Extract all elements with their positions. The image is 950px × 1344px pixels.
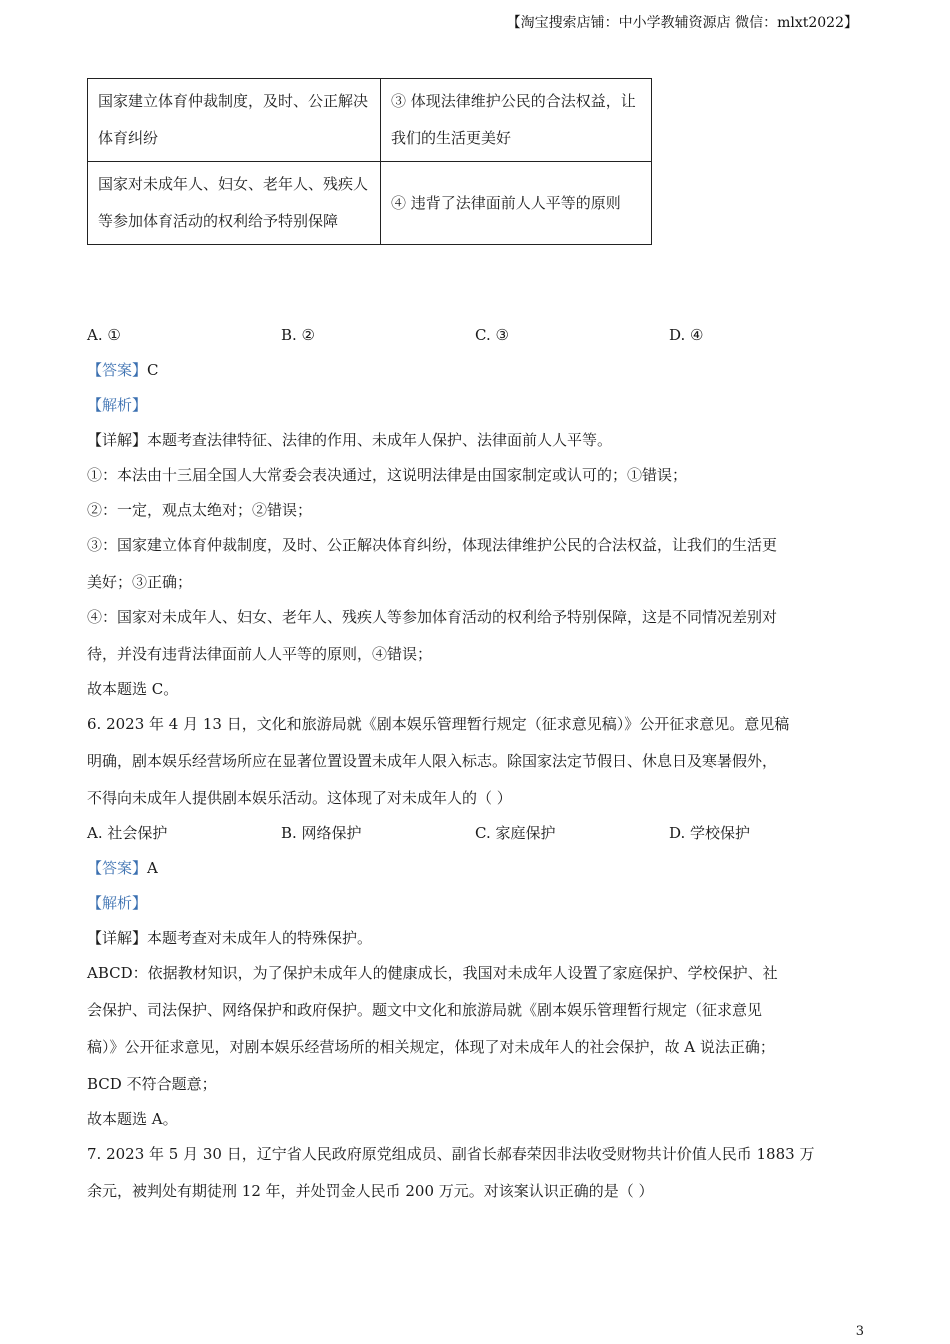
table-cell: ④ 违背了法律面前人人平等的原则 xyxy=(381,162,652,245)
q5-option-c: C. ③ xyxy=(475,326,509,344)
q6-detail-line: ABCD：依据教材知识，为了保护未成年人的健康成长，我国对未成年人设置了家庭保护、学校保护、社 xyxy=(87,964,778,982)
q6-detail-line: 故本题选 A。 xyxy=(87,1110,178,1128)
q5-option-d: D. ④ xyxy=(669,326,704,344)
page-header: 【淘宝搜索店铺：中小学教辅资源店 微信：mlxt2022】 xyxy=(506,15,858,31)
q5-detail-line: 【详解】本题考查法律特征、法律的作用、未成年人保护、法律面前人人平等。 xyxy=(87,431,613,449)
q5-detail-line: 美好；③正确； xyxy=(87,573,193,591)
q6-stem-line: 6. 2023 年 4 月 13 日，文化和旅游局就《剧本娱乐管理暂行规定（征求意见稿）》公开征求意见。意见稿 xyxy=(87,715,790,733)
q5-detail-line: ①：本法由十三届全国人大常委会表决通过，这说明法律是由国家制定或认可的；①错误； xyxy=(87,466,688,484)
q7-stem-line: 7. 2023 年 5 月 30 日，辽宁省人民政府原党组成员、副省长郝春荣因非法收受财物共计价值人民币 1883 万 xyxy=(87,1145,815,1163)
table-row xyxy=(88,162,652,245)
q7-stem-line: 余元，被判处有期徒刑 12 年，并处罚金人民币 200 万元。对该案认识正确的是（ ） xyxy=(87,1182,654,1200)
q6-option-a: A. 社会保护 xyxy=(87,824,168,842)
q5-detail-line: ③：国家建立体育仲裁制度，及时、公正解决体育纠纷，体现法律维护公民的合法权益，让我们的生活更 xyxy=(87,536,778,554)
q5-option-b: B. ② xyxy=(281,326,316,344)
q5-option-a: A. ① xyxy=(87,326,121,344)
q6-option-c: C. 家庭保护 xyxy=(475,824,556,842)
q6-detail-line: 【详解】本题考查对未成年人的特殊保护。 xyxy=(87,929,373,947)
q5-detail-line: ②：一定，观点太绝对；②错误； xyxy=(87,501,313,519)
options-table xyxy=(87,78,652,245)
answer-value: C xyxy=(147,361,159,379)
answer-value: A xyxy=(147,859,158,877)
q6-answer xyxy=(87,858,158,878)
table-cell: 国家建立体育仲裁制度，及时、公正解决体育纠纷 xyxy=(88,79,381,162)
answer-tag: 【答案】 xyxy=(87,361,148,379)
q6-analysis-tag: 【解析】 xyxy=(87,894,148,912)
q6-detail-line: BCD 不符合题意； xyxy=(87,1075,217,1093)
q6-detail-line: 会保护、司法保护、网络保护和政府保护。题文中文化和旅游局就《剧本娱乐管理暂行规定（征求意见 xyxy=(87,1001,763,1019)
q5-analysis-tag: 【解析】 xyxy=(87,396,148,414)
page-number: 3 xyxy=(855,1324,864,1339)
table-cell: ③ 体现法律维护公民的合法权益，让我们的生活更美好 xyxy=(381,79,652,162)
table-cell: 国家对未成年人、妇女、老年人、残疾人等参加体育活动的权利给予特别保障 xyxy=(88,162,381,245)
q5-detail-line: ④：国家对未成年人、妇女、老年人、残疾人等参加体育活动的权利给予特别保障，这是不同情况差别对 xyxy=(87,608,778,626)
q6-detail-line: 稿）》公开征求意见，对剧本娱乐经营场所的相关规定，体现了对未成年人的社会保护，故 A 说法正确； xyxy=(87,1038,775,1056)
q5-detail-line: 故本题选 C。 xyxy=(87,680,179,698)
q5-detail-line: 待，并没有违背法律面前人人平等的原则，④错误； xyxy=(87,645,433,663)
answer-tag: 【答案】 xyxy=(87,859,148,877)
q5-answer xyxy=(87,360,159,380)
q6-option-d: D. 学校保护 xyxy=(669,824,751,842)
q6-stem-line: 明确，剧本娱乐经营场所应在显著位置设置未成年人限入标志。除国家法定节假日、休息日及寒暑假外， xyxy=(87,752,778,770)
q6-option-b: B. 网络保护 xyxy=(281,824,362,842)
q6-stem-line: 不得向未成年人提供剧本娱乐活动。这体现了对未成年人的（ ） xyxy=(87,789,512,807)
table-row xyxy=(88,79,652,162)
